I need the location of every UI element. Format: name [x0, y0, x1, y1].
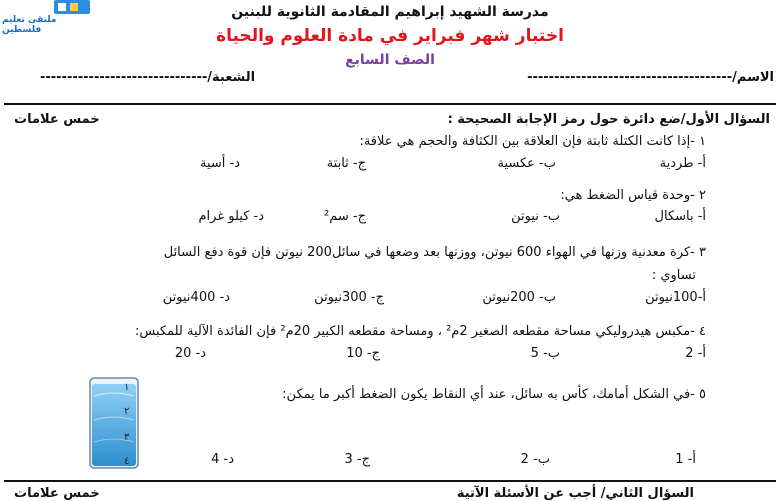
question-3-text: ٣ -كرة معدنية وزنها في الهواء 600 نيوتن، ووزنها بعد وضعها في سائل200 نيوتن فإن قوة دفع السائل	[163, 245, 706, 260]
exam-title: اختبار شهر فبراير في مادة العلوم والحياة	[216, 26, 564, 46]
beaker-point-2: ٢	[124, 406, 130, 417]
section-line: -------------------------------	[40, 70, 208, 85]
beaker-figure	[86, 376, 142, 470]
section1-title: السؤال الأول/ضع دائرة حول رمز الإجابة الصحيحة :	[447, 112, 770, 127]
grade-label: الصف السابع	[345, 52, 435, 68]
q3-option-a[interactable]: أ-100نيوتن	[645, 290, 706, 305]
section1-marks: خمس علامات	[14, 112, 100, 127]
q4-option-d[interactable]: د- 20	[174, 346, 206, 361]
beaker-point-1: ١	[124, 382, 130, 393]
school-name: مدرسة الشهيد إبراهيم المقادمة الثانوية للبنين	[231, 4, 549, 20]
section2-marks: خمس علامات	[14, 486, 100, 501]
name-label: الاسم/	[732, 70, 774, 85]
q4-option-a[interactable]: أ- 2	[685, 346, 706, 361]
section2-title: السؤال الثاني/ أجب عن الأسئلة الآتية	[456, 486, 694, 501]
section-label: الشعبة/	[207, 70, 256, 85]
q3-option-c[interactable]: ج- 300نيوتن	[314, 290, 384, 305]
q1-option-b[interactable]: ب- عكسية	[497, 156, 556, 171]
logo-text: ملتقى تعليم فلسطين	[2, 15, 57, 35]
beaker-point-3: ٣	[124, 432, 130, 443]
q1-option-d[interactable]: د- أسية	[199, 156, 240, 171]
q3-option-d[interactable]: د- 400نيوتن	[162, 290, 230, 305]
header-divider	[4, 103, 776, 105]
q4-option-c[interactable]: ج- 10	[346, 346, 380, 361]
section-field[interactable]	[40, 70, 255, 85]
name-field[interactable]	[527, 70, 774, 85]
q2-option-b[interactable]: ب- نيوتن	[511, 209, 560, 224]
beaker-icon	[86, 376, 142, 470]
question-2-text: ٢ -وحدة قياس الضغط هي:	[560, 188, 706, 203]
q2-option-a[interactable]: أ- باسكال	[654, 209, 706, 224]
q4-option-b[interactable]: ب- 5	[530, 346, 560, 361]
section-divider	[4, 480, 776, 482]
question-5-text: ٥ -في الشكل أمامك، كأس به سائل، عند أي النقاط يكون الضغط أكبر ما يمكن:	[282, 387, 706, 402]
q5-option-b[interactable]: ب- 2	[520, 452, 550, 467]
name-line: --------------------------------------	[527, 70, 733, 85]
q1-option-c[interactable]: ج- ثابتة	[326, 156, 366, 171]
q5-option-c[interactable]: ج- 3	[344, 452, 370, 467]
q5-option-d[interactable]: د- 4	[211, 452, 234, 467]
q5-option-a[interactable]: أ- 1	[675, 452, 696, 467]
beaker-point-4: ٤	[124, 456, 130, 467]
question-3-text-cont: تساوي :	[651, 268, 696, 283]
question-1-text: ١ -إذا كانت الكتلة ثابتة فإن العلاقة بين الكثافة والحجم هي علاقة:	[359, 134, 706, 149]
question-4-text: ٤ -مكبس هيدروليكي مساحة مقطعه الصغير 2م² ، ومساحة مقطعه الكبير 20م² فإن الفائدة الآلية للمكبس:	[135, 324, 706, 339]
q3-option-b[interactable]: ب- 200نيوتن	[482, 290, 556, 305]
q2-option-c[interactable]: ج- سم²	[324, 209, 366, 224]
q1-option-a[interactable]: أ- طردية	[659, 156, 706, 171]
q2-option-d[interactable]: د- كيلو غرام	[198, 209, 264, 224]
